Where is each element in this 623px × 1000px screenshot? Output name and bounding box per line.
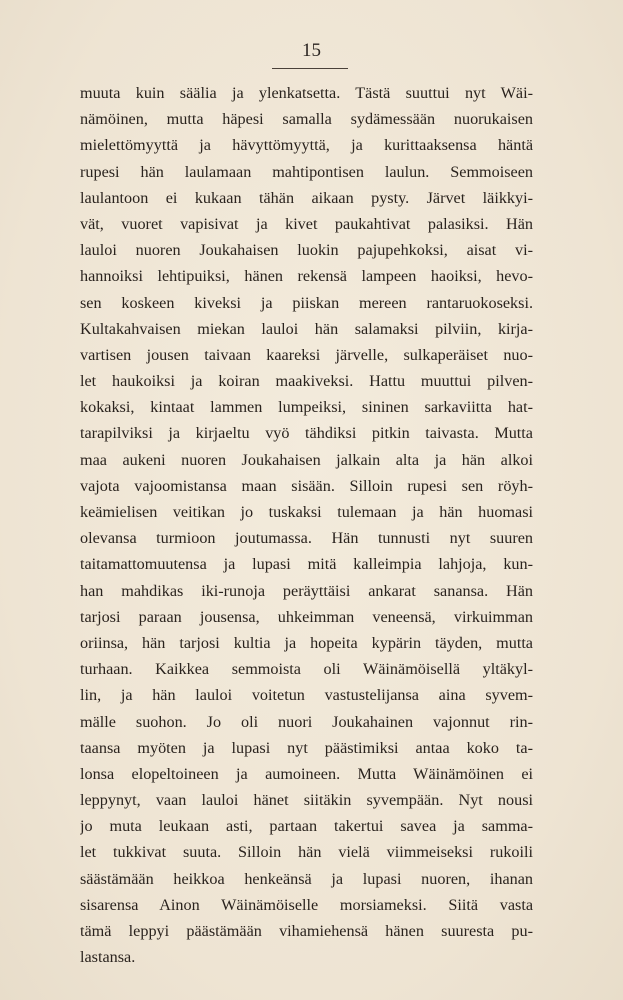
text-line: han mahdikas iki-runoja peräyttäisi ankarat sanansa. Hän [80, 581, 533, 600]
page-number: 15 [302, 40, 321, 61]
body-text [80, 80, 533, 970]
text-line: lin, ja hän lauloi voitetun vastustelijansa aina syvem- [80, 686, 533, 705]
text-line: taitamattomuutensa ja lupasi mitä kalleimpia lahjoja, kun- [80, 555, 533, 574]
text-line: vartisen jousen taivaan kaareksi järvelle, sulkaperäiset nuo- [80, 345, 533, 364]
text-line: muuta kuin säälia ja ylenkatsetta. Tästä suuttui nyt Wäi- [80, 84, 533, 102]
text-line: tarapilviksi ja kirjaeltu vyö tähdiksi pitkin taivasta. Mutta [80, 424, 533, 443]
text-line: tämä leppyi päästämään vihamiehensä hänen suuresta pu- [80, 922, 533, 940]
text-line: lastansa. [80, 948, 136, 967]
text-line: leppynyt, vaan lauloi hänet siitäkin syvempään. Nyt nousi [80, 791, 533, 810]
text-line: olevansa turmioon joutumassa. Hän tunnusti nyt suuren [80, 529, 533, 548]
text-line: mielettömyyttä ja hävyttömyyttä, ja kurittaaksensa häntä [80, 136, 533, 155]
text-line: hannoiksi lehtipuiksi, hänen rekensä lampeen haoiksi, hevo- [80, 267, 533, 286]
text-line: nämöinen, mutta häpesi samalla sydämessään nuorukaisen [80, 110, 533, 129]
text-line: Kultakahvaisen miekan lauloi hän salamaksi pilviin, kirja- [80, 319, 533, 338]
text-line: mälle suohon. Jo oli nuori Joukahainen vajonnut rin- [80, 712, 533, 731]
text-line: taansa myöten ja lupasi nyt päästimiksi antaa koko ta- [80, 738, 533, 757]
text-line: maa aukeni nuoren Joukahaisen jalkain alta ja hän alkoi [80, 450, 533, 469]
text-line: vät, vuoret vapisivat ja kivet paukahtivat palasiksi. Hän [80, 214, 533, 233]
text-line: oriinsa, hän tarjosi kultia ja hopeita kypärin täyden, mutta [80, 633, 533, 652]
text-line: säästämään heikkoa henkeänsä ja lupasi nuoren, ihanan [80, 869, 533, 888]
text-line: keämielisen veitikan jo tuskaksi tulemaan ja hän huomasi [80, 503, 533, 521]
text-line: kokaksi, kintaat lammen lumpeiksi, sininen sarkaviitta hat- [80, 398, 533, 417]
text-line: sen koskeen kiveksi ja piiskan mereen rantaruokoseksi. [80, 293, 533, 312]
text-line: let haukoiksi ja koiran maakiveksi. Hattu muuttui pilven- [80, 372, 533, 391]
text-line: jo muta leukaan asti, partaan takertui savea ja samma- [80, 817, 533, 836]
text-line: vajota vajoomistansa maan sisään. Silloin rupesi sen röyh- [80, 476, 533, 495]
header-rule [272, 68, 348, 69]
text-line: rupesi hän laulamaan mahtipontisen laulun. Semmoiseen [80, 162, 533, 181]
text-line: let tukkivat suuta. Silloin hän vielä viimmeiseksi rukoili [80, 843, 533, 862]
text-line: tarjosi paraan jousensa, uhkeimman veneensä, virkuimman [80, 607, 533, 626]
text-line: lonsa elopeltoineen ja aumoineen. Mutta Wäinämöinen ei [80, 764, 533, 783]
text-line: lauloi nuoren Joukahaisen luokin pajupehkoksi, aisat vi- [80, 241, 533, 260]
text-line: sisarensa Ainon Wäinämöiselle morsiameksi. Siitä vasta [80, 895, 533, 914]
text-line: laulantoon ei kukaan tähän aikaan pysty. Järvet läikkyi- [80, 188, 533, 207]
text-line: turhaan. Kaikkea semmoista oli Wäinämöisellä yltäkyl- [80, 660, 533, 679]
